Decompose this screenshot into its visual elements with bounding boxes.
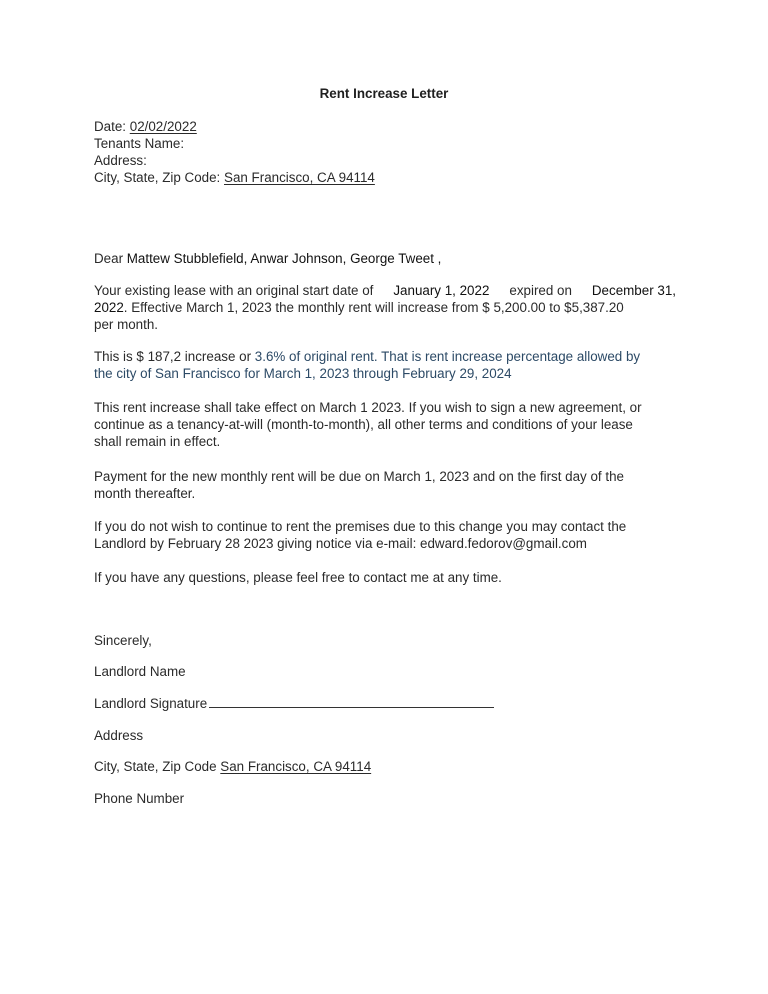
lease-start-date: January 1, 2022 <box>393 283 490 298</box>
p1-line-2 <box>94 299 676 316</box>
paragraph-increase-percent <box>94 348 676 382</box>
header-block <box>94 118 676 186</box>
p2-line-2: the city of San Francisco for March 1, 2023 through February 29, 2024 <box>94 366 512 381</box>
p2-text-b: 3.6% of original rent. That is rent increase percentage allowed by <box>254 349 641 364</box>
landlord-name-text: Landlord Name <box>94 664 186 679</box>
closing-address-text: Address <box>94 728 144 743</box>
closing-city <box>94 758 676 775</box>
date-line <box>94 118 676 135</box>
signature-blank[interactable] <box>209 695 494 708</box>
p1-line-3: per month. <box>94 317 159 332</box>
city-state-zip-line <box>94 169 676 186</box>
p4-line-1: Payment for the new monthly rent will be due on March 1, 2023 and on the first day of the <box>94 469 624 484</box>
signature-line <box>94 695 676 712</box>
closing-city-value: San Francisco, CA 94114 <box>220 759 372 774</box>
phone-number-text: Phone Number <box>94 791 185 806</box>
closing-phone <box>94 790 676 807</box>
closing-signature <box>94 695 676 712</box>
paragraph-lease-info <box>94 282 676 333</box>
p2-text-a: This is $ 187,2 increase or <box>94 349 252 364</box>
signature-label: Landlord Signature <box>94 696 208 711</box>
sincerely-text: Sincerely, <box>94 633 152 648</box>
address-line: Address: <box>94 153 147 168</box>
tenants-name-line: Tenants Name: <box>94 136 185 151</box>
p1-text-b: expired on <box>509 283 572 298</box>
closing-landlord-name <box>94 663 676 680</box>
p1-line-1 <box>94 282 676 299</box>
paragraph-payment <box>94 468 676 502</box>
salutation <box>94 250 676 267</box>
paragraph-effective <box>94 399 676 450</box>
p3-line-3: shall remain in effect. <box>94 434 221 449</box>
closing-sincerely <box>94 632 676 649</box>
paragraph-contact-landlord <box>94 518 676 552</box>
p2-line-1 <box>94 348 676 365</box>
p4-line-2: month thereafter. <box>94 486 196 501</box>
dear-word: Dear <box>94 251 124 266</box>
lease-end-date: December 31, <box>591 283 676 298</box>
paragraph-questions <box>94 569 676 586</box>
p3-line-2: continue as a tenancy-at-will (month-to-month), all other terms and conditions of your lease <box>94 417 633 432</box>
p5-line-2: Landlord by February 28 2023 giving notice via e-mail: edward.fedorov@gmail.com <box>94 536 587 551</box>
date-label: Date: <box>94 119 127 134</box>
closing-city-label: City, State, Zip Code <box>94 759 217 774</box>
city-value: San Francisco, CA 94114 <box>224 170 375 185</box>
closing-city-line <box>94 758 676 775</box>
p3-line-1: This rent increase shall take effect on March 1 2023. If you wish to sign a new agreement, or <box>94 400 642 415</box>
p5-line-1: If you do not wish to continue to rent the premises due to this change you may contact the <box>94 519 627 534</box>
salutation-line <box>94 250 676 267</box>
closing-address <box>94 727 676 744</box>
p1-text-c: . Effective March 1, 2023 the monthly rent will increase from $ 5,200.00 to $5,387.20 <box>123 300 624 315</box>
lease-end-year: 2022 <box>94 300 124 315</box>
p1-text-a: Your existing lease with an original start date of <box>94 283 374 298</box>
city-label: City, State, Zip Code: <box>94 170 221 185</box>
letter-title: Rent Increase Letter <box>319 86 449 101</box>
p6-line: If you have any questions, please feel free to contact me at any time. <box>94 570 502 585</box>
date-value: 02/02/2022 <box>129 119 197 134</box>
tenant-names: Mattew Stubblefield, Anwar Johnson, George Tweet , <box>126 251 442 266</box>
